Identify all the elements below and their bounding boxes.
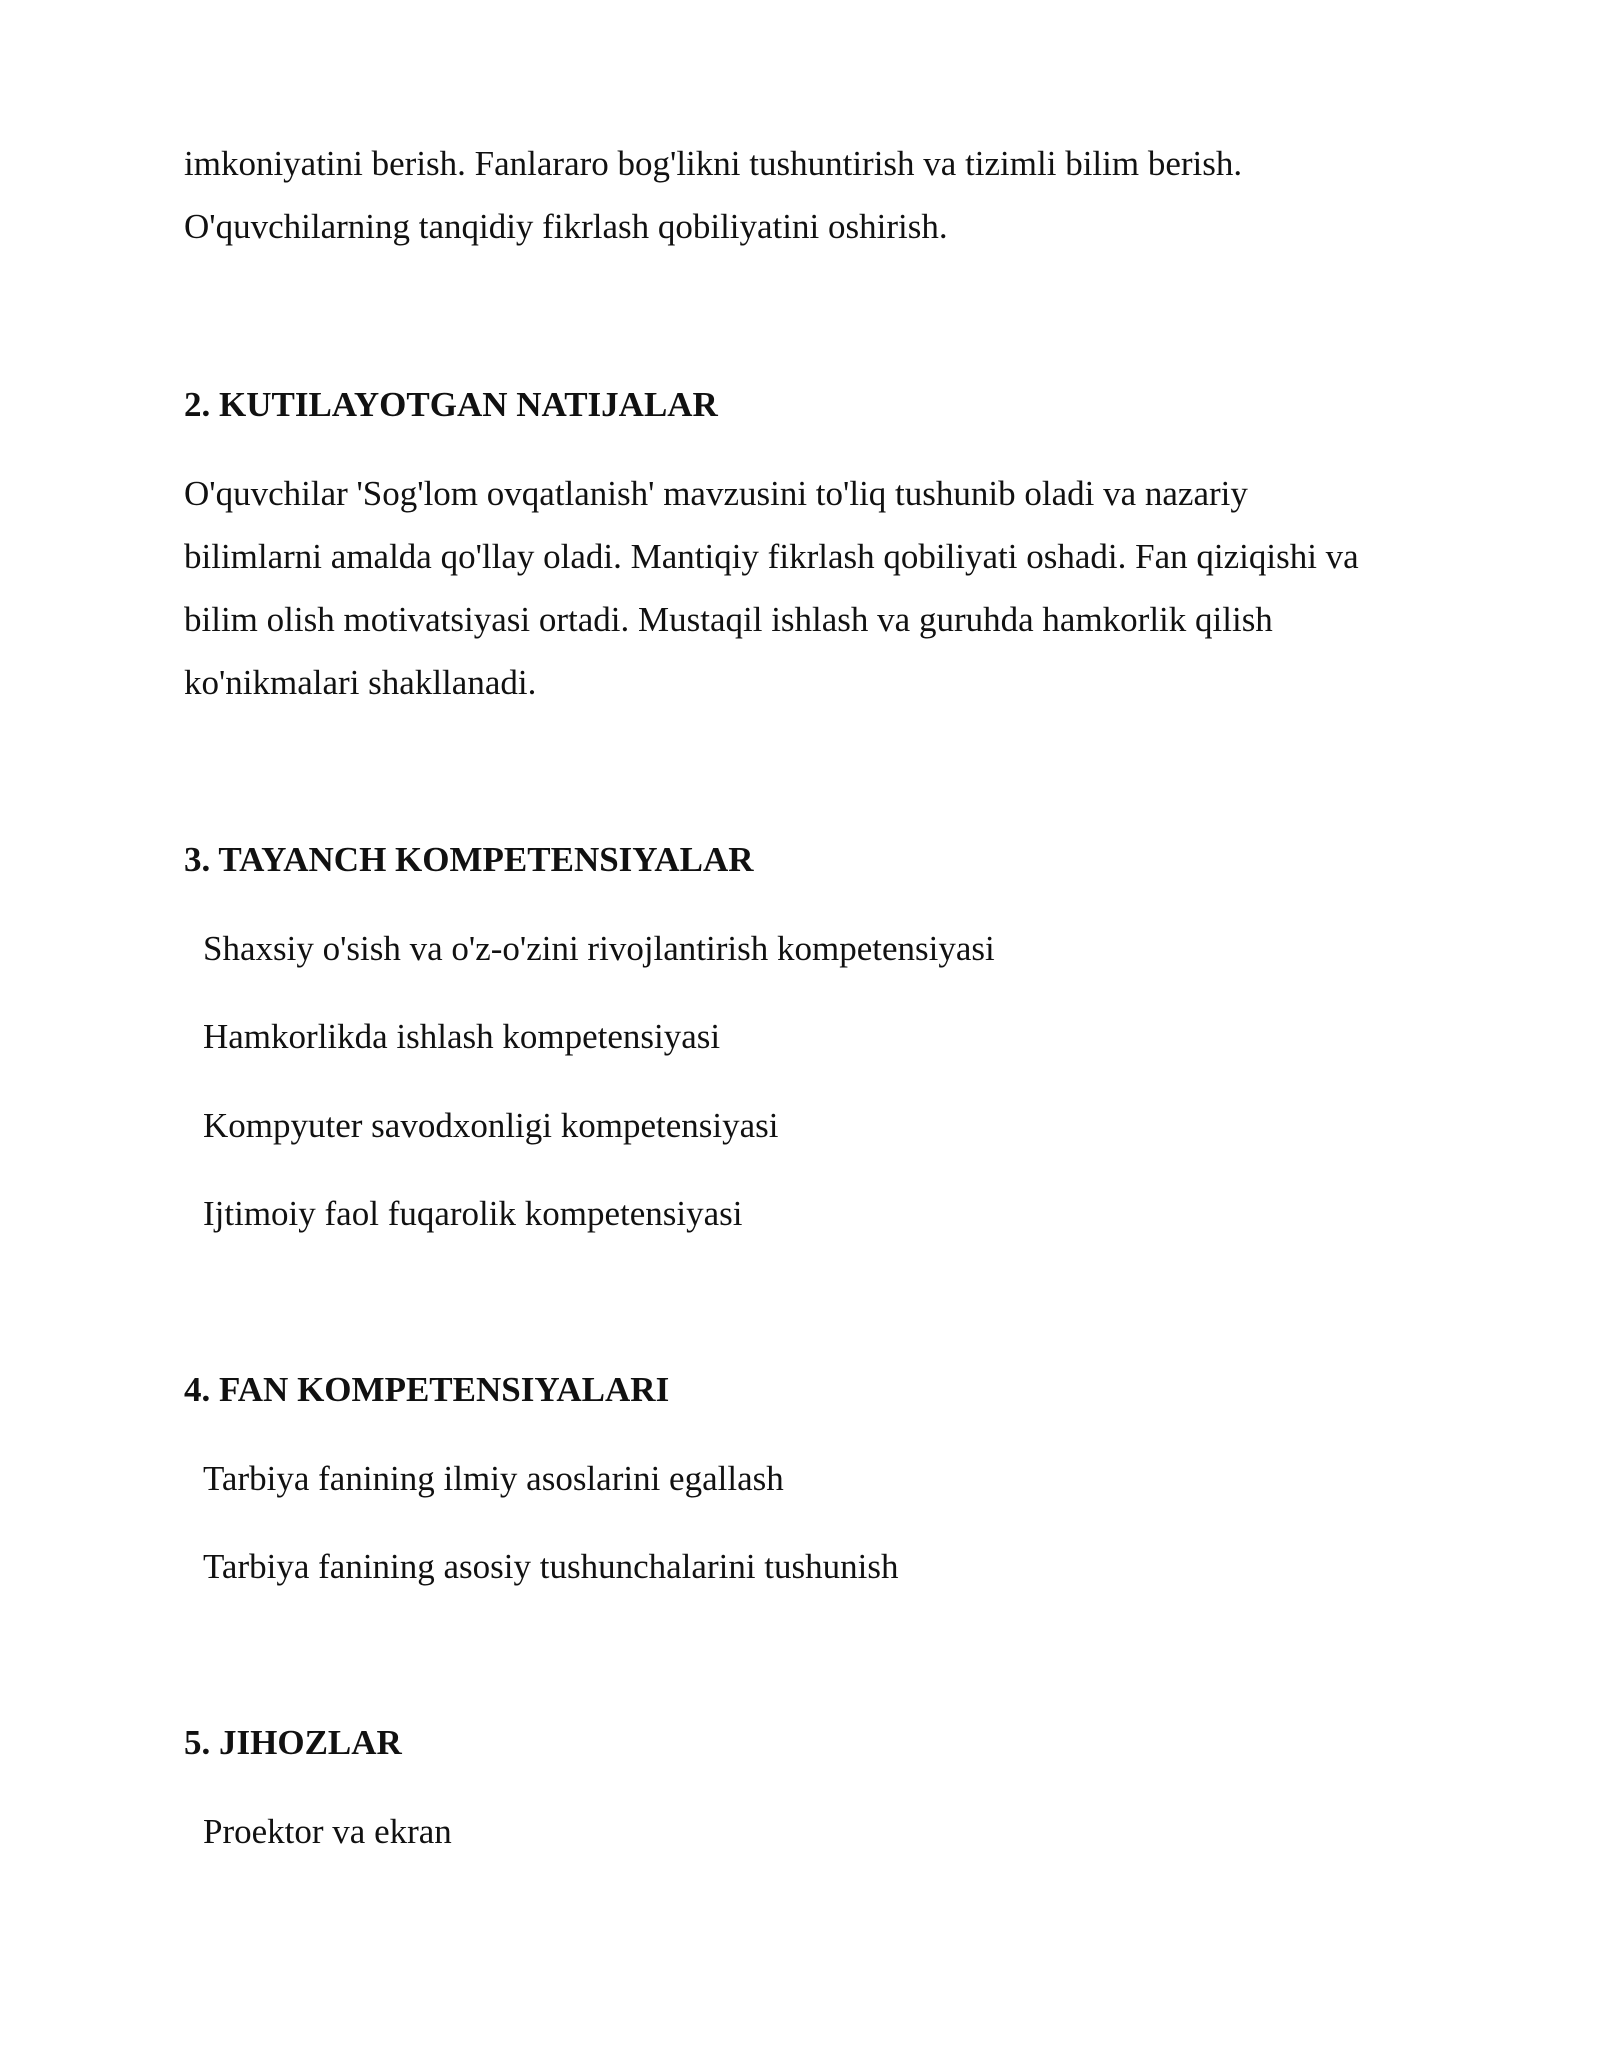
list-item: Shaxsiy o'sish va o'z-o'zini rivojlantirish kompetensiyasi: [203, 929, 995, 968]
list-item: Ijtimoiy faol fuqarolik kompetensiyasi: [203, 1194, 743, 1233]
list-item: Hamkorlikda ishlash kompetensiyasi: [203, 1017, 721, 1056]
list-item: Proektor va ekran: [203, 1812, 452, 1851]
section-heading-kutilayotgan-natijalar: 2. KUTILAYOTGAN NATIJALAR: [184, 385, 718, 424]
section-heading-fan-kompetensiyalari: 4. FAN KOMPETENSIYALARI: [184, 1370, 670, 1409]
list-item: Tarbiya fanining asosiy tushunchalarini tushunish: [203, 1547, 899, 1586]
section-heading-tayanch-kompetensiyalar: 3. TAYANCH KOMPETENSIYALAR: [184, 840, 754, 879]
results-line: bilim olish motivatsiyasi ortadi. Mustaqil ishlash va guruhda hamkorlik qilish: [184, 600, 1273, 639]
list-item: Tarbiya fanining ilmiy asoslarini egallash: [203, 1459, 784, 1498]
intro-line: imkoniyatini berish. Fanlararo bog'likni tushuntirish va tizimli bilim berish.: [184, 144, 1243, 183]
results-line: O'quvchilar 'Sog'lom ovqatlanish' mavzusini to'liq tushunib oladi va nazariy: [184, 474, 1248, 513]
results-line: ko'nikmalari shakllanadi.: [184, 663, 537, 702]
intro-line: O'quvchilarning tanqidiy fikrlash qobiliyatini oshirish.: [184, 207, 948, 246]
list-item: Kompyuter savodxonligi kompetensiyasi: [203, 1106, 779, 1145]
section-heading-jihozlar: 5. JIHOZLAR: [184, 1723, 402, 1762]
results-line: bilimlarni amalda qo'llay oladi. Mantiqiy fikrlash qobiliyati oshadi. Fan qiziqishi va: [184, 537, 1359, 576]
